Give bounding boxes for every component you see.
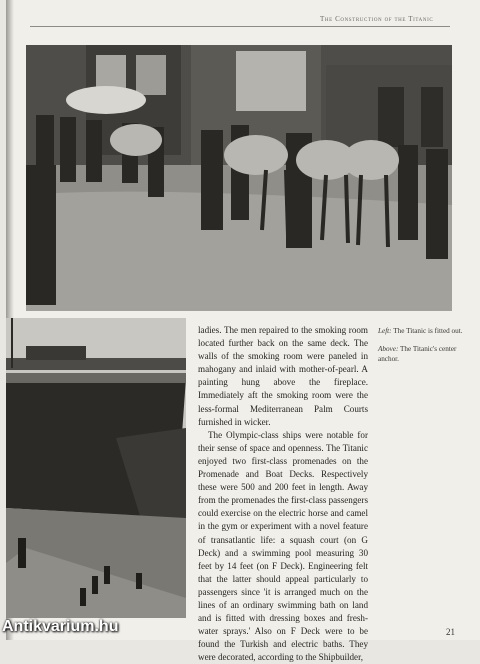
header-rule (30, 26, 450, 27)
titanic-fitting-out-photo (6, 318, 186, 618)
caption-above (378, 344, 468, 364)
running-head: The Construction of the Titanic (320, 15, 434, 23)
watermark-logo: Antikvarium.hu (2, 618, 119, 635)
caption-text: The Titanic is fitted out. (393, 327, 463, 335)
caption-direction: Above: (378, 345, 399, 354)
caption-left (378, 326, 468, 336)
article-body (198, 324, 368, 664)
body-paragraph: ladies. The men repaired to the smoking room located further back on the same deck. The walls of the smoking room were paneled in mahogany and inlaid with mother-of-pearl. A painting hung above the fireplace. Immediately aft the smoking room were the less-formal Mediterranean Palm Courts furnished in wicker. (198, 325, 368, 427)
book-page (6, 0, 480, 663)
page-number: 21 (446, 627, 455, 637)
caption-text: The Titanic's center anchor. (378, 345, 457, 364)
caption-direction: Left: (378, 327, 392, 335)
anchor-procession-photo (26, 45, 452, 311)
photo-captions (378, 326, 468, 373)
body-paragraph: The Olympic-class ships were notable for their sense of space and openness. The Titanic enjoyed two first-class promenades on the Promenade and Boat Decks. Respectively these were 500 and 200 feet in length. Away from the promenades the first-class passengers could exercise on the electric horse and camel in the gym or experiment with a novel feature of transatlantic life: a squash court (on G Deck) and a swimming pool measuring 30 feet by 14 feet (on F Deck). Engineering felt that the latter should appeal particularly to passengers since 'it is arranged much on the lines of an ordinary swimming bath on land and is fitted with dressing boxes and fresh-water sprays.' Also on F Deck were to be found the Turkish and electric baths. They were decorated, according to the Shipbuilder, (198, 429, 368, 663)
